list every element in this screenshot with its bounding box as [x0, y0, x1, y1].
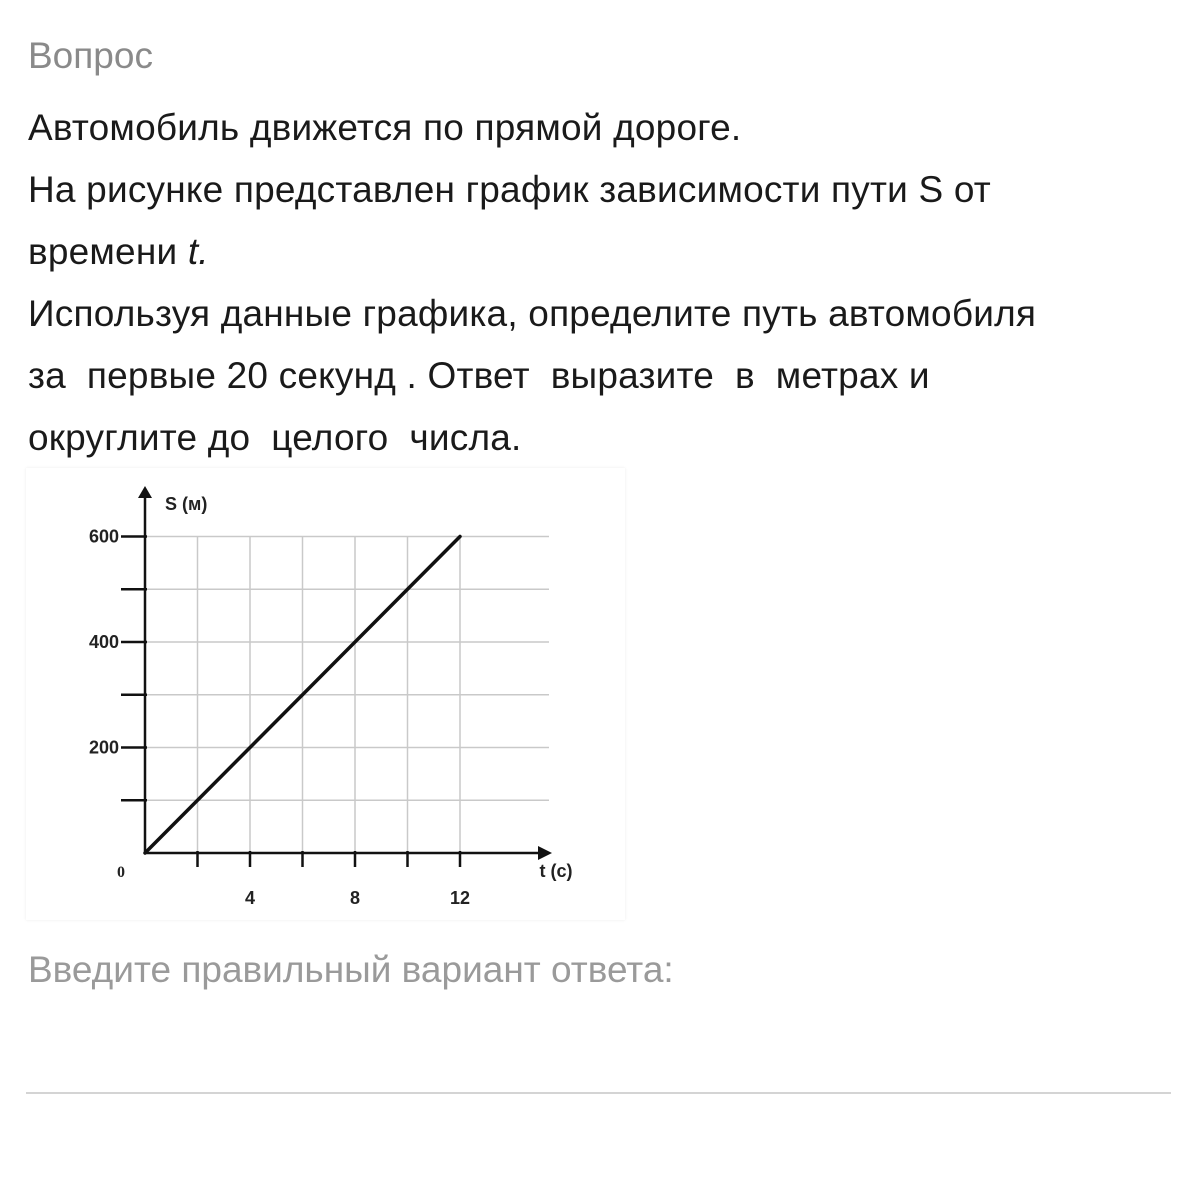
question-line-3-text: времени	[28, 231, 188, 272]
y-tick-label: 400	[88, 632, 119, 652]
origin-label: 0	[117, 864, 125, 881]
question-line-3	[28, 221, 1178, 283]
question-line-1: Автомобиль движется по прямой дороге.	[28, 107, 742, 148]
time-variable: t.	[187, 231, 209, 272]
question-line-5: за первые 20 секунд . Ответ выразите в метрах и	[28, 355, 930, 396]
distance-time-chart	[26, 468, 625, 920]
chart-svg	[26, 468, 625, 920]
x-axis-arrow	[538, 846, 552, 860]
question-line-4: Используя данные графика, определите путь автомобиля	[28, 293, 1037, 334]
x-tick-label: 4	[244, 888, 256, 908]
answer-input[interactable]	[26, 1040, 1171, 1094]
question-line-6: округлите до целого числа.	[28, 417, 522, 458]
y-tick-label: 200	[88, 737, 119, 758]
x-axis-label: t (c)	[539, 861, 573, 881]
x-tick-label: 12	[449, 888, 471, 908]
answer-prompt: Введите правильный вариант ответа:	[28, 949, 674, 990]
y-axis-arrow	[138, 486, 152, 498]
question-text	[28, 97, 1178, 469]
y-tick-label: 600	[88, 526, 119, 547]
x-tick-label: 8	[349, 888, 361, 908]
question-line-2: На рисунке представлен график зависимости пути S от	[28, 169, 991, 210]
section-label: Вопрос	[28, 35, 153, 76]
y-axis-label: S (м)	[165, 494, 208, 514]
